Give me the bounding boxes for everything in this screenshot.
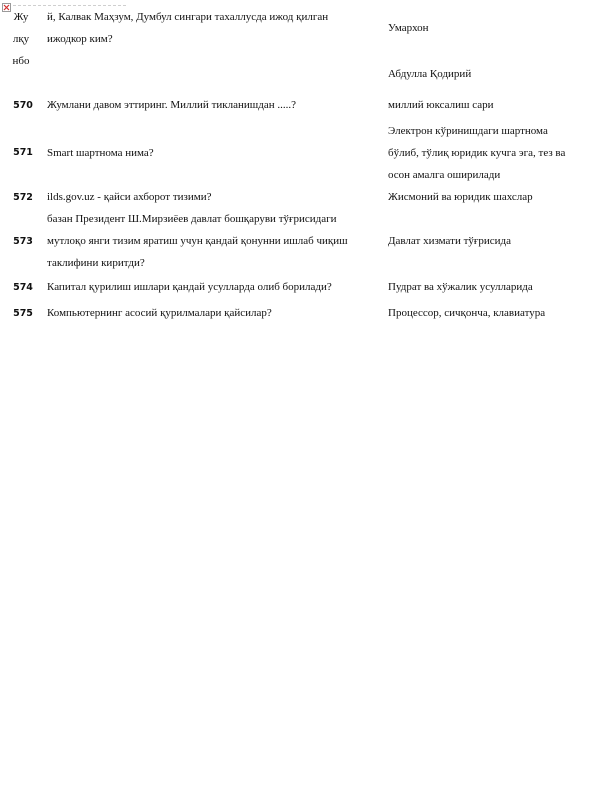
row-number: 575 xyxy=(13,308,33,319)
row-number: Жу лқу нбо xyxy=(12,11,30,67)
answer-text: Давлат хизмати тўғрисида xyxy=(388,235,512,247)
answer-text: Процессор, сичқонча, клавиатура xyxy=(388,307,546,319)
answer-text: Умархон xyxy=(388,22,429,34)
row-number: 573 xyxy=(13,236,33,247)
answer-text: Абдулла Қодирий xyxy=(388,68,472,80)
question-text: базан Президент Ш.Мирзиёев давлат бошқаруви тўғрисидаги мутлоқо янги тизим яратиш учун қандай қонунни ишлаб чиқиш таклифини киритди? xyxy=(47,213,348,269)
row-number: 571 xyxy=(13,147,33,158)
row-number: 574 xyxy=(13,282,33,293)
question-text: й, Калвак Маҳзум, Думбул сингари тахаллусда ижод қилган ижодкор ким? xyxy=(47,11,329,45)
question-text: Жумлани давом эттиринг. Миллий тикланишдан .....? xyxy=(47,99,296,111)
question-text: Компьютернинг асосий қурилмалари қайсилар? xyxy=(47,307,272,319)
answer-text: Электрон кўринишдаги шартнома бўлиб, тўлиқ юридик кучга эга, тез ва осон амалга оширилади xyxy=(388,125,566,181)
question-text: ilds.gov.uz - қайси ахборот тизими? xyxy=(47,191,212,203)
answer-text: миллий юксалиш сари xyxy=(388,99,494,111)
answer-text: Пудрат ва хўжалик усулларида xyxy=(388,281,533,293)
row-number: 572 xyxy=(13,192,33,203)
answer-text: Жисмоний ва юридик шахслар xyxy=(388,191,533,203)
question-text: Капитал қурилиш ишлари қандай усулларда олиб борилади? xyxy=(47,281,332,293)
row-number: 570 xyxy=(13,100,33,111)
question-text: Smart шартнома нима? xyxy=(47,147,154,159)
